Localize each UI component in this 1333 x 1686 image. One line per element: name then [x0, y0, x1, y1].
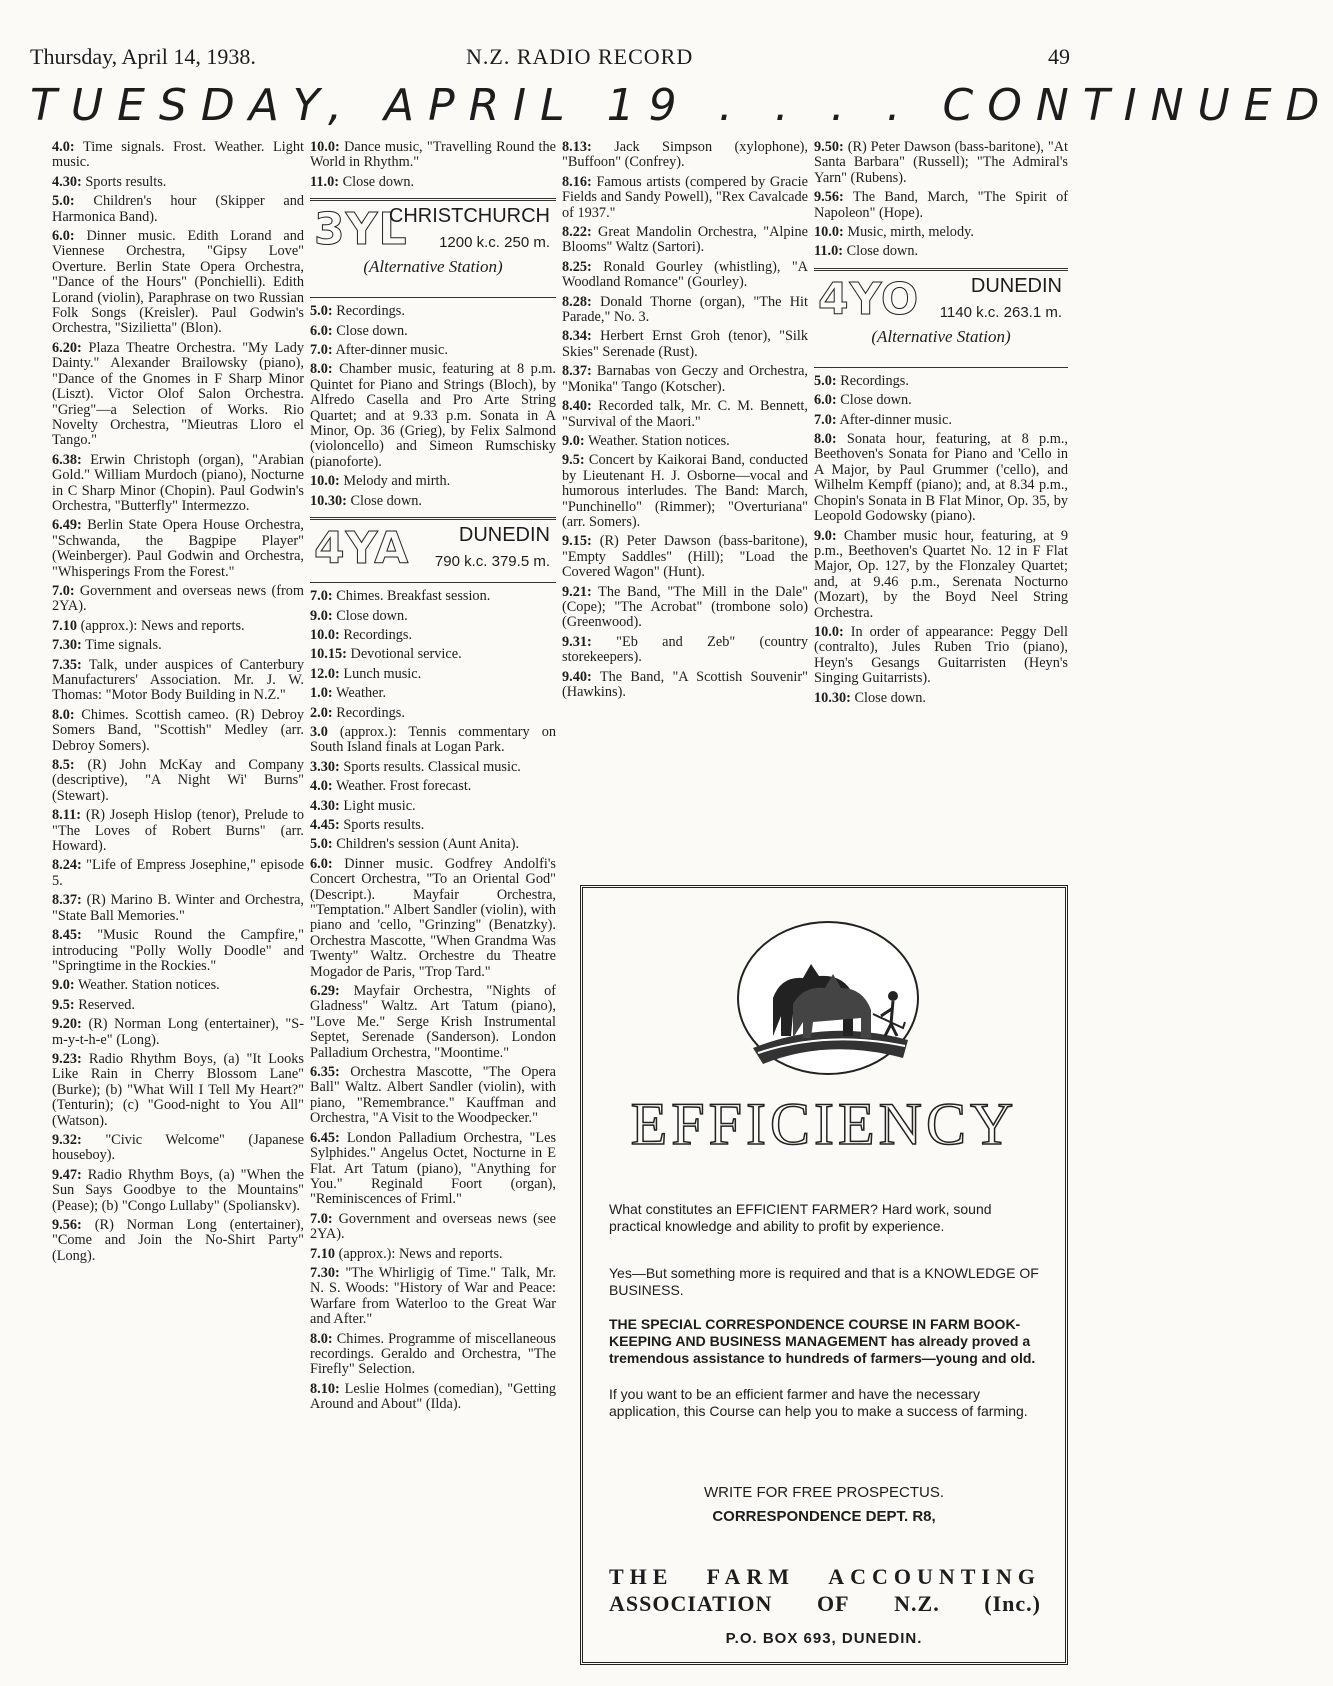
- programme-text: "Civic Welcome" (Japanese houseboy).: [52, 1131, 304, 1164]
- programme-time: 6.38:: [52, 451, 82, 468]
- programme-time: 8.45:: [52, 927, 82, 944]
- programme-text: (R) Norman Long (entertainer), "S-m-y-t-h-e" (Long).: [52, 1016, 304, 1048]
- programme-time: 10.30:: [814, 689, 851, 706]
- programme-text: Radio Rhythm Boys, (a) "It Looks Like Rain in Cherry Blossom Lane" (Burke); (b) "What Will I Tell My Heart?" (Tenturin); (c) "Good-night to You All" (Watson).: [52, 1050, 304, 1129]
- programme-time: 9.0:: [562, 432, 585, 449]
- programme-text: Melody and mirth.: [343, 473, 451, 490]
- programme-text: Herbert Ernst Groh (tenor), "Silk Skies" Serenade (Rust).: [562, 328, 808, 360]
- programme-time: 7.30:: [52, 637, 82, 654]
- programme-text: Light music.: [343, 797, 416, 814]
- programme-entry: [310, 1131, 556, 1208]
- programme-time: 6.20:: [52, 339, 82, 356]
- programme-text: Chimes. Scottish cameo. (R) Debroy Somers Band, "Scottish" Medley (arr. Debroy Somers).: [52, 706, 304, 754]
- programme-text: Weather. Frost forecast.: [335, 778, 472, 795]
- programme-entry: [310, 706, 556, 721]
- programme-text: (R) Joseph Hislop (tenor), Prelude to "The Loves of Robert Burns" (arr. Howard).: [52, 807, 304, 855]
- programme-text: Close down.: [336, 322, 408, 339]
- programme-time: 11.0:: [310, 173, 339, 190]
- programme-entry: [310, 984, 556, 1061]
- programme-entry: [310, 686, 556, 701]
- programme-text: Sports results. Classical music.: [343, 758, 521, 775]
- programme-time: 7.10: [310, 1245, 336, 1262]
- programme-text: "The Whirligig of Time." Talk, Mr. N. S. Woods: "History of War and Peace: Warfare from Waterloo to the Great War and After.": [310, 1264, 556, 1328]
- programme-entry: [310, 1212, 556, 1243]
- programme-entry: [562, 434, 808, 449]
- programme-time: 10.0:: [310, 473, 340, 490]
- programme-entry: [52, 619, 304, 634]
- programme-entry: [52, 893, 304, 924]
- programme-time: 2.0:: [310, 704, 333, 721]
- programme-text: "Eb and Zeb" (country storekeepers).: [562, 633, 808, 666]
- programme-time: 10.0:: [310, 139, 340, 155]
- programme-time: 9.56:: [814, 189, 844, 206]
- programme-time: 7.0:: [310, 342, 333, 359]
- programme-time: 7.10: [52, 617, 78, 634]
- programme-text: Government and overseas news (see 2YA).: [310, 1210, 557, 1243]
- programme-time: 5.0:: [814, 372, 837, 389]
- programme-time: 8.0:: [310, 1330, 333, 1347]
- programme-entry: [310, 779, 556, 794]
- programme-entry: [52, 858, 304, 889]
- programme-text: Chamber music, featuring at 8 p.m. Quintet for Piano and Strings (Bloch), by Alfredo Casella and Pro Arte String Quartet; and at 9.33 p.m. Sonata in A Minor, Op. 36 (Grieg), by Felix Salmond (violoncello) and Simeon Rumschisky (pianoforte).: [310, 361, 556, 470]
- programme-entry: [52, 708, 304, 754]
- programme-entry: [562, 140, 808, 171]
- station-header-3yl: [310, 198, 556, 298]
- programme-time: 8.37:: [52, 892, 82, 909]
- programme-text: (R) Marino B. Winter and Orchestra, "State Ball Memories.": [52, 892, 304, 924]
- programme-time: 9.20:: [52, 1016, 82, 1033]
- programme-time: 6.49:: [52, 517, 82, 534]
- programme-text: Time signals.: [85, 637, 162, 654]
- programme-time: 3.30:: [310, 758, 340, 775]
- programme-entry: [310, 647, 556, 662]
- programme-text: (approx.): Tennis commentary on South Island finals at Logan Park.: [310, 723, 556, 756]
- programme-time: 5.0:: [52, 193, 75, 210]
- programme-entry: [562, 399, 808, 430]
- ad-paragraph-4: If you want to be an efficient farmer and have the necessary application, this Course can help you to make a success of farming.: [609, 1386, 1028, 1419]
- programme-entry: [310, 175, 556, 190]
- programme-text: Recorded talk, Mr. C. M. Bennett, "Survival of the Maori.": [562, 398, 808, 430]
- org-word: FARM: [706, 1564, 796, 1589]
- ad-department: CORRESPONDENCE DEPT. R8,: [712, 1508, 936, 1525]
- programme-text: Plaza Theatre Orchestra. "My Lady Dainty." Alexander Brailowsky (piano), "Dance of the Gnomes in F Sharp Minor (Liszt). Victor Olof Salon Orchestra. "Grieg"—a Selection of Works. Rio Novelty Orchestra, "Mieutras Lloro el Tango.": [52, 339, 304, 449]
- programme-text: (R) Peter Dawson (bass-baritone), "Empty Saddles" (Hill); "Load the Covered Wagon" (Hunt).: [562, 533, 808, 581]
- programme-entry: [310, 1332, 556, 1378]
- programme-time: 4.45:: [310, 816, 340, 833]
- programme-time: 8.40:: [562, 398, 592, 415]
- programme-entry: [562, 453, 808, 530]
- programme-entry: [310, 140, 556, 171]
- programme-entry: [310, 1382, 556, 1413]
- programme-text: Weather. Station notices.: [77, 977, 220, 994]
- programme-text: (R) Norman Long (entertainer), "Come and Join the No-Shirt Party" (Long).: [52, 1217, 304, 1264]
- programme-text: Sports results.: [85, 173, 167, 190]
- programme-text: Radio Rhythm Boys, (a) "When the Sun Says Goodbye to the Mountains" (Pease); (b) "Congo Lullaby" (Spolianskv).: [52, 1166, 304, 1214]
- programme-entry: [52, 658, 304, 704]
- programme-entry: [562, 175, 808, 221]
- programme-text: Chamber music hour, featuring, at 9 p.m., Beethoven's Quartet No. 12 in F Flat Major, Op. 127, by the Flonzaley Quartet; and, at 9.46 p.m., Serenata Nocturno (Mozart), by the Boyd Neel String Orchestra.: [814, 527, 1069, 621]
- programme-column-2: [310, 140, 556, 1417]
- programme-entry: [310, 1266, 556, 1328]
- programme-entry: [52, 808, 304, 854]
- programme-entry: [52, 518, 304, 580]
- programme-entry: [52, 758, 304, 804]
- programme-entry: [52, 998, 304, 1013]
- programme-entry: [310, 343, 556, 358]
- programme-time: 9.40:: [562, 668, 592, 685]
- programme-time: 9.56:: [52, 1217, 82, 1233]
- programme-entry: [310, 1065, 556, 1127]
- programme-time: 6.0:: [310, 855, 333, 872]
- station-frequency: 1200 k.c. 250 m.: [439, 234, 550, 252]
- programme-time: 3.0: [310, 723, 328, 740]
- programme-time: 12.0:: [310, 665, 340, 682]
- programme-time: 6.45:: [310, 1129, 340, 1146]
- programme-time: 8.25:: [562, 258, 592, 275]
- station-frequency: 1140 k.c. 263.1 m.: [939, 303, 1062, 321]
- programme-text: Dinner music. Edith Lorand and Viennese Orchestra, "Gipsy Love" Overture. Berlin State Opera Orchestra, "Dance of the Hours" (Ponchielli). Edith Lorand (violin), Paraphrase on two Russian Folk Songs (Kreisler). Paul Godwin's Orchestra, "Sizilietta" (Blon).: [52, 228, 305, 337]
- programme-text: Close down.: [846, 243, 919, 260]
- programme-entry: [814, 225, 1068, 240]
- programme-time: 8.0:: [52, 706, 75, 723]
- station-header-4yo: [814, 268, 1068, 368]
- programme-entry: [814, 413, 1068, 428]
- programme-entry: [562, 670, 808, 701]
- programme-time: 10.30:: [310, 492, 347, 509]
- programme-time: 9.0:: [814, 527, 837, 544]
- programme-text: After-dinner music.: [335, 342, 448, 359]
- programme-time: 6.35:: [310, 1064, 340, 1081]
- programme-text: Great Mandolin Orchestra, "Alpine Blooms" Waltz (Sartori).: [562, 224, 808, 256]
- programme-entry: [310, 667, 556, 682]
- station-city: CHRISTCHURCH: [388, 205, 550, 228]
- programme-time: 7.0:: [52, 582, 75, 599]
- programme-text: Concert by Kaikorai Band, conducted by Lieutenant H. J. Osborne—vocal and humorous interludes. The Band: March, "Punchinello" (Rimmer); "Overturiana" (arr. Somers).: [562, 452, 809, 530]
- programme-entry: [310, 589, 556, 604]
- ad-organisation: [609, 1563, 1041, 1617]
- programme-entry: [310, 837, 556, 852]
- programme-text: "Life of Empress Josephine," episode 5.: [52, 857, 304, 889]
- programme-time: 9.47:: [52, 1166, 82, 1183]
- programme-entry: [310, 474, 556, 489]
- programme-column-3: [562, 140, 808, 704]
- programme-entry: [310, 1247, 556, 1262]
- programme-entry: [562, 534, 808, 580]
- programme-time: 10.0:: [814, 623, 844, 640]
- programme-text: Famous artists (compered by Gracie Fields and Sandy Powell), "Rex Cavalcade of 1937.": [562, 173, 808, 221]
- ad-headline: EFFICIENCY: [630, 1091, 1018, 1157]
- programme-time: 8.37:: [562, 363, 592, 380]
- programme-entry: [310, 857, 556, 980]
- programme-entry: [814, 140, 1068, 186]
- programme-entry: [310, 494, 556, 509]
- programme-time: 7.0:: [310, 588, 333, 605]
- programme-entry: [52, 1218, 304, 1264]
- programme-text: Sports results.: [343, 816, 425, 833]
- org-word: (Inc.): [984, 1591, 1041, 1616]
- ploughing-horses-illustration: [733, 918, 923, 1078]
- programme-text: (R) John McKay and Company (descriptive), "A Night Wi' Burns" (Stewart).: [52, 757, 305, 804]
- programme-entry: [562, 635, 808, 666]
- programme-time: 10.0:: [310, 626, 340, 643]
- station-alternative: (Alternative Station): [363, 257, 503, 277]
- programme-text: Erwin Christoph (organ), "Arabian Gold." William Murdoch (piano), Nocturne in C Sharp Minor (Chopin). Paul Godwin's Orchestra, "Butterfly" Intermezzo.: [52, 451, 304, 514]
- programme-time: 4.30:: [310, 797, 340, 814]
- issue-date: Thursday, April 14, 1938.: [30, 44, 256, 69]
- programme-entry: [814, 625, 1068, 687]
- programme-text: Close down.: [336, 607, 408, 624]
- programme-entry: [52, 638, 304, 653]
- programme-time: 9.21:: [562, 583, 592, 600]
- programme-entry: [814, 190, 1068, 221]
- programme-time: 8.5:: [52, 757, 75, 774]
- programme-time: 9.15:: [562, 533, 592, 550]
- programme-entry: [310, 362, 556, 470]
- programme-time: 6.0:: [52, 228, 75, 245]
- station-header-4ya: [310, 517, 556, 583]
- programme-entry: [310, 799, 556, 814]
- programme-entry: [52, 978, 304, 993]
- programme-text: (approx.): News and reports.: [338, 1245, 503, 1262]
- programme-entry: [52, 1133, 304, 1164]
- programme-entry: [52, 194, 304, 225]
- programme-time: 5.0:: [310, 836, 333, 853]
- programme-text: Recordings.: [840, 372, 909, 389]
- programme-text: Donald Thorne (organ), "The Hit Parade," No. 3.: [562, 293, 808, 326]
- programme-time: 7.30:: [310, 1264, 340, 1281]
- programme-text: Children's hour (Skipper and Harmonica Band).: [52, 193, 304, 225]
- programme-time: 4.0:: [52, 139, 75, 155]
- programme-text: Weather. Station notices.: [587, 432, 730, 449]
- programme-text: The Band, March, "The Spirit of Napoleon" (Hope).: [814, 189, 1068, 221]
- page-number: 49: [1048, 44, 1070, 69]
- programme-text: Barnabas von Geczy and Orchestra, "Monika" Tango (Kotscher).: [562, 363, 809, 395]
- programme-time: 9.5:: [52, 996, 75, 1013]
- programme-text: (R) Peter Dawson (bass-baritone), "At Santa Barbara" (Russell); "The Admiral's Yarn" (Rubens).: [814, 139, 1069, 186]
- programme-text: In order of appearance: Peggy Dell (contralto), Jules Ruben Trio (piano), Heyn's Gesangs Guitarristen (Heyn's Singing Guitarrists).: [814, 623, 1068, 687]
- day-banner: TUESDAY, APRIL 19 . . . . CONTINUED: [30, 80, 1333, 131]
- programme-time: 6.0:: [310, 322, 333, 339]
- station-city: DUNEDIN: [458, 524, 550, 547]
- programme-time: 7.35:: [52, 656, 82, 673]
- programme-column-4: [814, 140, 1068, 710]
- programme-time: 8.24:: [52, 857, 82, 874]
- programme-text: Close down.: [854, 689, 927, 706]
- programme-text: Jack Simpson (xylophone), "Buffoon" (Confrey).: [562, 139, 808, 171]
- programme-entry: [310, 609, 556, 624]
- programme-text: London Palladium Orchestra, "Les Sylphides." Angelus Octet, Nocturne in E Flat. Art Tatum (piano), "Anything for You." Reginald Foort (organ), "Reminiscences of Friml.": [310, 1129, 557, 1208]
- programme-text: Devotional service.: [350, 646, 462, 663]
- programme-time: 4.30:: [52, 173, 82, 190]
- programme-time: 1.0:: [310, 685, 333, 702]
- ad-address: P.O. BOX 693, DUNEDIN.: [725, 1630, 923, 1647]
- programme-entry: [814, 393, 1068, 408]
- programme-entry: [562, 225, 808, 256]
- programme-text: Sonata hour, featuring, at 8 p.m., Beethoven's Sonata for Piano and 'Cello in A Major, by Paul Grummer ('cello), and Wilhelm Kempff (piano); and, at 8.34 p.m., Chopin's Sonata in B Flat Minor, Op. 35, by Leopold Godowsky (piano).: [814, 431, 1068, 525]
- org-word: ACCOUNTING: [828, 1564, 1041, 1589]
- programme-text: The Band, "The Mill in the Dale" (Cope); "The Acrobat" (trombone solo) (Greenwood).: [562, 583, 808, 631]
- programme-column-1: [52, 140, 304, 1268]
- programme-text: The Band, "A Scottish Souvenir" (Hawkins).: [562, 668, 808, 700]
- programme-text: Close down.: [840, 392, 912, 409]
- programme-time: 9.31:: [562, 633, 592, 650]
- ad-prospectus: WRITE FOR FREE PROSPECTUS.: [703, 1484, 944, 1501]
- programme-time: 6.0:: [814, 392, 837, 409]
- programme-text: Government and overseas news (from 2YA).: [52, 582, 304, 615]
- programme-time: 4.0:: [310, 778, 333, 795]
- programme-text: Recordings.: [343, 626, 413, 643]
- programme-text: Lunch music.: [343, 665, 422, 682]
- programme-time: 9.23:: [52, 1050, 82, 1067]
- org-word: ASSOCIATION: [609, 1591, 773, 1616]
- station-alternative: (Alternative Station): [871, 326, 1011, 346]
- programme-entry: [310, 628, 556, 643]
- station-city: DUNEDIN: [970, 274, 1062, 297]
- org-word: N.Z.: [894, 1591, 940, 1616]
- programme-entry: [814, 374, 1068, 389]
- programme-entry: [52, 584, 304, 615]
- programme-time: 8.28:: [562, 293, 592, 310]
- programme-entry: [562, 295, 808, 326]
- programme-entry: [310, 760, 556, 775]
- programme-entry: [52, 341, 304, 449]
- programme-time: 9.0:: [52, 977, 75, 994]
- programme-time: 10.15:: [310, 646, 347, 663]
- ad-paragraph-1: What constitutes an EFFICIENT FARMER? Hard work, sound practical knowledge and ability to profit by experience.: [609, 1201, 992, 1234]
- programme-entry: [310, 818, 556, 833]
- programme-time: 9.0:: [310, 607, 333, 624]
- programme-time: 8.22:: [562, 224, 592, 241]
- programme-time: 8.34:: [562, 328, 592, 345]
- programme-text: (approx.): News and reports.: [80, 617, 245, 634]
- programme-text: Dance music, "Travelling Round the World in Rhythm.": [310, 139, 557, 171]
- programme-time: 8.16:: [562, 173, 592, 190]
- programme-entry: [814, 529, 1068, 621]
- programme-entry: [52, 1017, 304, 1048]
- programme-entry: [52, 229, 304, 337]
- programme-text: Leslie Holmes (comedian), "Getting Around and About" (Ilda).: [310, 1380, 556, 1413]
- programme-time: 9.5:: [562, 452, 585, 469]
- programme-entry: [562, 364, 808, 395]
- programme-entry: [52, 928, 304, 974]
- programme-text: Close down.: [350, 492, 423, 509]
- programme-entry: [814, 432, 1068, 524]
- programme-text: Reserved.: [78, 996, 135, 1013]
- programme-time: 9.50:: [814, 139, 844, 155]
- programme-text: Dinner music. Godfrey Andolfi's Concert Orchestra, "To an Oriental God" (Descript.). Mayfair Orchestra, "Temptation." Albert Sandler (violin), with piano and 'cello, "Grinzing" (Benatzky). Orchestra Mascotte, "When Grandma Was Twenty" Waltz. Orchestre du Theatre Mogador de Paris, "Trop Tard.": [310, 855, 556, 980]
- programme-text: Chimes. Programme of miscellaneous recordings. Geraldo and Orchestra, "The Firefly" Selection.: [310, 1330, 556, 1378]
- station-frequency: 790 k.c. 379.5 m.: [434, 553, 550, 571]
- org-word: THE: [609, 1564, 674, 1589]
- programme-entry: [562, 585, 808, 631]
- programme-entry: [562, 260, 808, 291]
- programme-entry: [562, 329, 808, 360]
- programme-text: Berlin State Opera House Orchestra, "Schwanda, the Bagpipe Player" (Weinberger). Paul Godwin and Orchestra, "Whisperings From the Forest.": [52, 517, 305, 580]
- station-call-sign: 3YL: [314, 204, 408, 256]
- programme-text: Close down.: [342, 173, 415, 190]
- programme-text: Orchestra Mascotte, "The Opera Ball" Waltz. Albert Sandler (violin), with piano, "Remembrance." Kauffman and Orchestra, "A Visit to the Woodpecker.": [310, 1064, 556, 1127]
- programme-text: After-dinner music.: [839, 411, 952, 428]
- programme-entry: [52, 140, 304, 171]
- programme-entry: [310, 304, 556, 319]
- programme-time: 8.11:: [52, 807, 81, 824]
- programme-time: 5.0:: [310, 303, 333, 320]
- programme-time: 6.29:: [310, 983, 340, 1000]
- programme-text: Mayfair Orchestra, "Nights of Gladness" Waltz. Art Tatum (piano), "Love Me." Serge Krish Instrumental Septet, Serenade (Sanderson). London Palladium Orchestra, "Moontime.": [310, 983, 556, 1061]
- programme-time: 8.0:: [814, 431, 837, 448]
- programme-text: Children's session (Aunt Anita).: [336, 836, 520, 853]
- programme-text: Ronald Gourley (whistling), "A Woodland Romance" (Gourley).: [562, 258, 808, 291]
- programme-entry: [52, 453, 304, 515]
- page-header: [30, 44, 1070, 74]
- org-word: OF: [817, 1591, 850, 1616]
- programme-entry: [814, 244, 1068, 259]
- ad-paragraph-3: THE SPECIAL CORRESPONDENCE COURSE IN FARM BOOK-KEEPING AND BUSINESS MANAGEMENT has already proved a tremendous assistance to hundreds of farmers—young and old.: [609, 1316, 1036, 1366]
- programme-text: Chimes. Breakfast session.: [336, 588, 491, 605]
- programme-text: Talk, under auspices of Canterbury Manufacturers' Association. Mr. J. W. Thomas: "Motor Body Building in N.Z.": [52, 656, 304, 704]
- programme-entry: [310, 324, 556, 339]
- programme-text: Recordings.: [336, 704, 405, 721]
- programme-text: Recordings.: [336, 303, 405, 320]
- programme-time: 9.32:: [52, 1131, 82, 1148]
- programme-time: 8.10:: [310, 1380, 340, 1397]
- programme-text: Time signals. Frost. Weather. Light music.: [52, 139, 304, 171]
- programme-entry: [52, 1052, 304, 1129]
- programme-text: "Music Round the Campfire," introducing "Polly Wolly Doodle" and "Springtime in the Rockies.": [52, 927, 304, 974]
- programme-time: 10.0:: [814, 224, 844, 241]
- programme-entry: [814, 691, 1068, 706]
- programme-time: 8.0:: [310, 361, 333, 378]
- station-call-sign: 4YO: [818, 273, 920, 325]
- programme-time: 7.0:: [814, 411, 837, 428]
- programme-time: 8.13:: [562, 139, 592, 155]
- programme-time: 7.0:: [310, 1210, 333, 1227]
- ad-paragraph-2: Yes—But something more is required and that is a KNOWLEDGE OF BUSINESS.: [609, 1265, 1039, 1298]
- programme-entry: [52, 1168, 304, 1214]
- efficiency-advertisement: [580, 885, 1068, 1665]
- programme-text: Weather.: [335, 685, 387, 702]
- publication-name: N.Z. RADIO RECORD: [466, 44, 694, 69]
- programme-entry: [310, 725, 556, 756]
- programme-entry: [52, 175, 304, 190]
- station-call-sign: 4YA: [314, 523, 410, 575]
- programme-time: 11.0:: [814, 243, 843, 260]
- programme-text: Music, mirth, melody.: [847, 224, 974, 241]
